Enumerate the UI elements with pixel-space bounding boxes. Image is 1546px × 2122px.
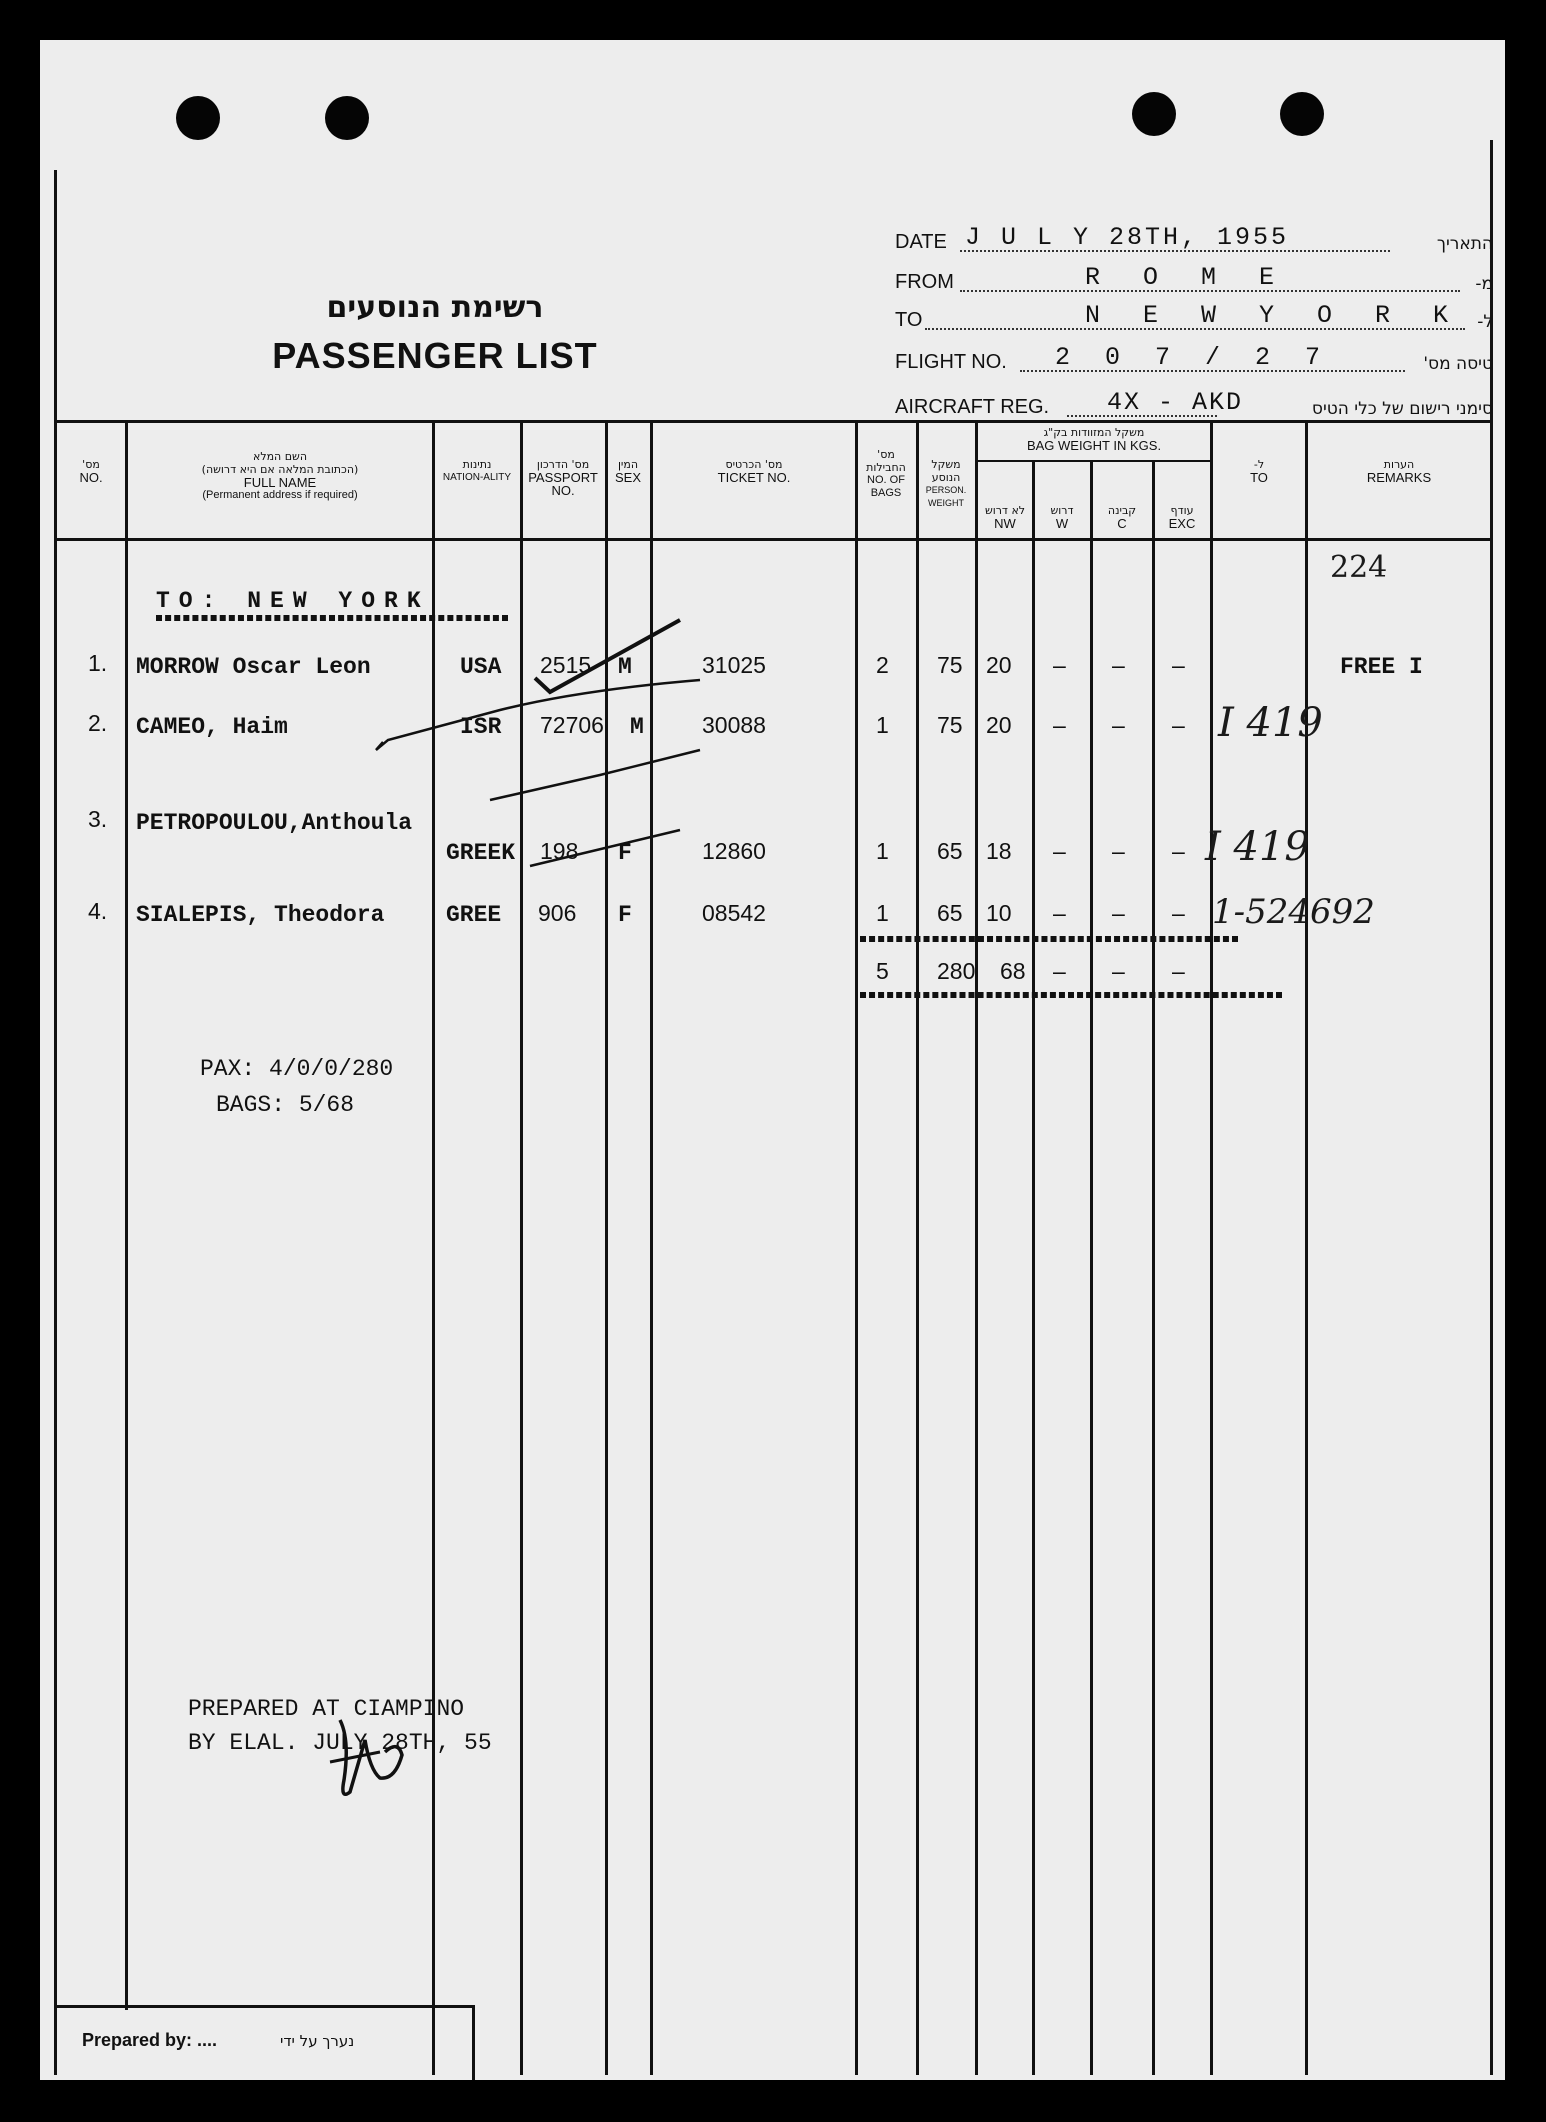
total-w: – [1053, 958, 1066, 984]
check-mark [490, 750, 700, 800]
sex: F [618, 840, 632, 866]
passenger-name: SIALEPIS, Theodora [136, 902, 385, 928]
col-head-en: NATION-ALITY [442, 472, 512, 483]
ticket-no: 12860 [702, 838, 766, 864]
prepared-by-line: BY ELAL. JULY 28TH, 55 [188, 1730, 492, 1756]
passport-no: 906 [538, 900, 577, 926]
col-head-en: SEX [614, 470, 641, 485]
passenger-name: CAMEO, Haim [136, 714, 288, 740]
from-label-hebrew: מ- [1475, 274, 1493, 294]
bag-weight-exc: – [1172, 838, 1185, 864]
nationality: GREEK [446, 840, 516, 866]
date-label: DATE [895, 231, 947, 253]
flight-no-label-hebrew: טיסה מס' [1423, 354, 1493, 374]
total-bags: 5 [876, 958, 889, 984]
bag-weight-w: – [1053, 900, 1066, 926]
row-number: 2. [88, 710, 108, 736]
prepared-by-hebrew: נערך על ידי [280, 2032, 355, 2050]
pen-marks [40, 40, 1505, 2080]
passport-no: 72706 [540, 712, 604, 738]
bag-weight-w: – [1053, 652, 1066, 678]
sex: M [618, 654, 632, 680]
aircraft-reg-label-hebrew: סימני רישום של כלי הטיס [1311, 399, 1493, 419]
passenger-list-sheet [40, 40, 1505, 2080]
col-head-he: מס' הדרכון [536, 458, 590, 471]
col-head-en: NW [994, 516, 1016, 531]
pax-summary: PAX: 4/0/0/280 [200, 1056, 394, 1082]
col-head-en: C [1117, 516, 1127, 531]
passenger-name: MORROW Oscar Leon [136, 654, 371, 680]
col-head-he: מס' [82, 458, 100, 471]
col-head-en: TO [1250, 470, 1268, 485]
bags-summary: BAGS: 5/68 [216, 1092, 355, 1118]
prepared-by-text: Prepared by: .... [82, 2030, 218, 2050]
prepared-by-label [82, 2030, 217, 2051]
sex: F [618, 902, 632, 928]
bag-weight-exc: – [1172, 900, 1185, 926]
bag-weight-exc: – [1172, 652, 1185, 678]
ticket-no: 30088 [702, 712, 766, 738]
remarks: FREE I [1340, 654, 1423, 680]
handwritten-page-number: 224 [1330, 550, 1388, 585]
person-weight: 65 [937, 838, 963, 864]
check-mark [535, 620, 680, 692]
nationality: USA [460, 654, 502, 680]
col-head-he: נתינות [462, 458, 492, 471]
bags-count: 1 [876, 712, 889, 738]
col-head-en: TICKET NO. [717, 470, 791, 485]
ticket-no: 31025 [702, 652, 766, 678]
date-value: J U L Y 28TH, 1955 [965, 223, 1290, 252]
bag-weight-c: – [1112, 712, 1125, 738]
total-nw: 68 [1000, 958, 1026, 984]
from-label: FROM [895, 271, 954, 293]
col-head-en: NO. [79, 470, 103, 485]
handwritten-signature [330, 1752, 380, 1762]
ticket-no: 08542 [702, 900, 766, 926]
bag-weight-exc: – [1172, 712, 1185, 738]
col-head-he: לא דרוש [984, 504, 1026, 517]
passport-no: 198 [540, 838, 579, 864]
col-head-en: BAG WEIGHT IN KGS. [1026, 438, 1162, 453]
col-head-en: EXC [1168, 516, 1196, 531]
col-head-he: עודף [1170, 504, 1194, 517]
col-head-he: קבינה [1107, 504, 1137, 517]
col-head-en: PASSPORT NO. [528, 470, 598, 498]
col-head-en: FULL NAME [243, 475, 317, 490]
col-head-he: משקל הנוסע [931, 458, 961, 484]
flight-no-label: FLIGHT NO. [895, 351, 1007, 373]
nationality: ISR [460, 714, 502, 740]
check-mark [530, 830, 680, 866]
bags-count: 1 [876, 900, 889, 926]
handwritten-destination: I 419 [1218, 700, 1323, 746]
to-label: TO [895, 309, 923, 331]
bag-weight-c: – [1112, 838, 1125, 864]
col-head-he: מס' הכרטיס [725, 458, 783, 471]
nationality: GREE [446, 902, 502, 928]
handwritten-destination: I 419 [1205, 824, 1310, 870]
col-head-en: W [1055, 516, 1069, 531]
col-head-he: הערות [1383, 458, 1415, 471]
page-title: PASSENGER LIST [272, 335, 598, 376]
passport-no: 2515 [540, 652, 592, 678]
row-number: 3. [88, 806, 108, 832]
col-head-en: PERSON. WEIGHT [925, 485, 967, 508]
title-hebrew: רשימת הנוסעים [326, 290, 544, 325]
aircraft-reg-value: 4X - AKD [1107, 388, 1244, 417]
row-number: 4. [88, 898, 108, 924]
person-weight: 65 [937, 900, 963, 926]
col-head-he: השם המלא [252, 450, 308, 463]
total-weight: 280 [937, 958, 976, 984]
bag-weight-c: – [1112, 652, 1125, 678]
bags-count: 2 [876, 652, 889, 678]
total-exc: – [1172, 958, 1185, 984]
bag-weight-nw: 18 [986, 838, 1012, 864]
check-mark [376, 680, 700, 750]
to-value: N E W Y O R K [1085, 301, 1463, 330]
from-value: R O M E [1085, 263, 1289, 292]
total-c: – [1112, 958, 1125, 984]
prepared-at: PREPARED AT CIAMPINO [188, 1696, 465, 1722]
col-head-he: ל- [1253, 458, 1265, 471]
aircraft-reg-label: AIRCRAFT REG. [895, 396, 1050, 418]
bag-weight-nw: 20 [986, 652, 1012, 678]
bag-weight-c: – [1112, 900, 1125, 926]
bag-weight-w: – [1053, 712, 1066, 738]
bag-weight-nw: 20 [986, 712, 1012, 738]
bags-count: 1 [876, 838, 889, 864]
col-head-he: (הכתובת המלאה אם היא דרושה) [201, 463, 359, 476]
date-label-hebrew: התאריך [1436, 234, 1493, 254]
person-weight: 75 [937, 652, 963, 678]
handwritten-destination: 1-524692 [1212, 892, 1375, 932]
flight-no-value: 2 0 7 / 2 7 [1055, 343, 1331, 372]
col-head-he: מס' החבילות [866, 448, 906, 474]
sex: M [630, 714, 644, 740]
to-label-hebrew: ל- [1477, 312, 1493, 332]
col-head-he: דרוש [1050, 504, 1074, 517]
col-head-en: (Permanent address if required) [202, 489, 358, 501]
col-head-en: REMARKS [1366, 470, 1432, 485]
row-number: 1. [88, 650, 108, 676]
col-head-he: המין [617, 458, 639, 471]
col-head-en: NO. OF BAGS [867, 474, 905, 499]
person-weight: 75 [937, 712, 963, 738]
bag-weight-w: – [1053, 838, 1066, 864]
col-head-he: משקל המזוודות בק"ג [1043, 426, 1145, 439]
bag-weight-nw: 10 [986, 900, 1012, 926]
destination-heading: TO: NEW YORK [156, 588, 430, 614]
passenger-name: PETROPOULOU,Anthoula [136, 810, 413, 836]
